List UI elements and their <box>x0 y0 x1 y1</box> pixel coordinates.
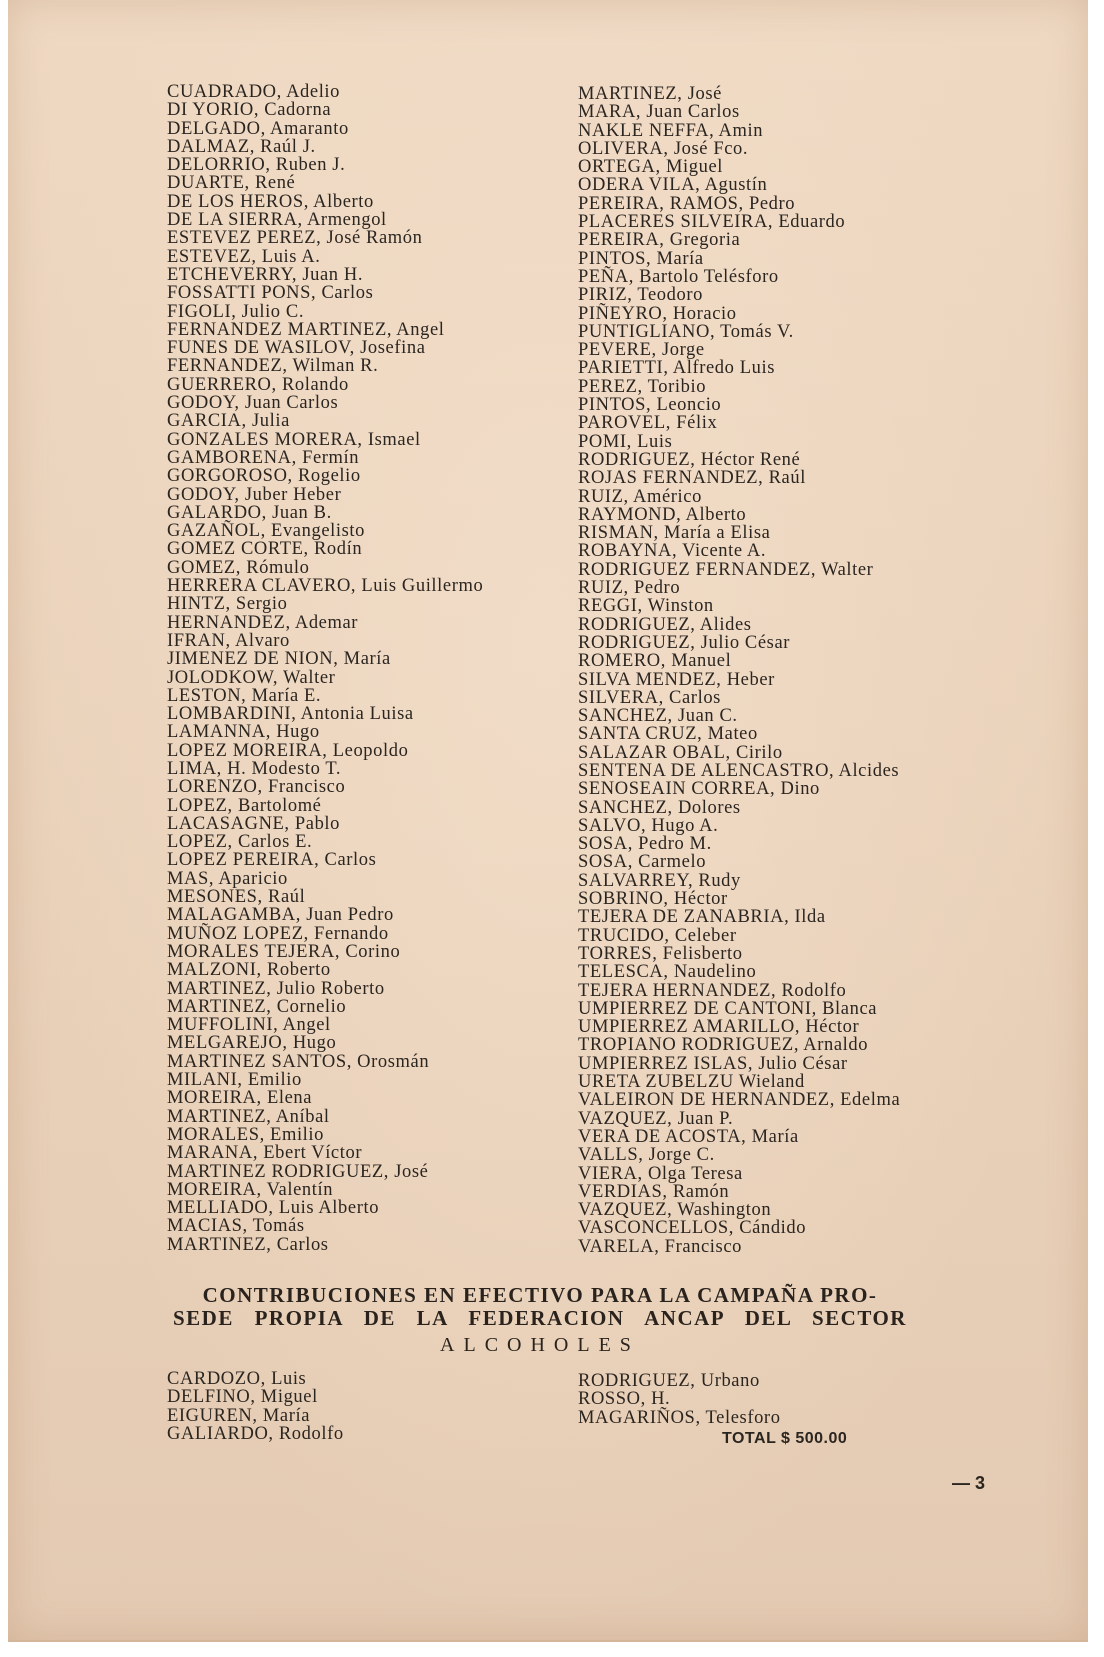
name-entry: SALVARREY, Rudy <box>578 870 741 891</box>
name-entry: VALLS, Jorge C. <box>578 1145 715 1166</box>
name-entry: FIGOLI, Julio C. <box>167 301 305 322</box>
name-entry: SALAZAR OBAL, Cirilo <box>578 742 783 763</box>
name-entry: FUNES DE WASILOV, Josefina <box>167 338 426 359</box>
name-entry: DI YORIO, Cadorna <box>167 100 332 121</box>
name-entry: RISMAN, María a Elisa <box>578 523 771 544</box>
name-entry: TELESCA, Naudelino <box>578 962 757 983</box>
page-number: — 3 <box>952 1473 986 1493</box>
name-entry: MELGAREJO, Hugo <box>167 1033 337 1054</box>
name-entry: TEJERA DE ZANABRIA, Ilda <box>578 907 826 928</box>
name-entry: PARIETTI, Alfredo Luis <box>578 358 775 379</box>
name-entry: MELLIADO, Luis Alberto <box>167 1198 380 1219</box>
contributors-list-left <box>167 1370 344 1443</box>
name-entry: GOMEZ, Rómulo <box>167 557 310 578</box>
name-entry: MOREIRA, Valentín <box>167 1179 334 1200</box>
name-entry: LIMA, H. Modesto T. <box>167 758 342 779</box>
contributor-entry: DELFINO, Miguel <box>167 1387 318 1408</box>
name-entry: TORRES, Felisberto <box>578 943 743 964</box>
name-entry: MARTINEZ, José <box>578 84 722 104</box>
name-entry: HINTZ, Sergio <box>167 594 288 615</box>
name-entry: RUIZ, Pedro <box>578 578 681 599</box>
name-entry: ROJAS FERNANDEZ, Raúl <box>578 468 806 489</box>
name-entry: SANTA CRUZ, Mateo <box>578 724 758 745</box>
name-entry: VASCONCELLOS, Cándido <box>578 1218 807 1239</box>
name-entry: MALZONI, Roberto <box>167 960 331 981</box>
name-entry: PEREZ, Toribio <box>578 376 707 397</box>
name-entry: DE LOS HEROS, Alberto <box>167 191 374 212</box>
name-entry: SANCHEZ, Juan C. <box>578 706 738 727</box>
name-entry: VAZQUEZ, Juan P. <box>578 1108 734 1129</box>
name-entry: MOREIRA, Elena <box>167 1088 313 1109</box>
name-entry: MARTINEZ, Cornelio <box>167 996 347 1017</box>
name-entry: LOPEZ PEREIRA, Carlos <box>167 850 377 871</box>
name-entry: MILANI, Emilio <box>167 1070 302 1091</box>
name-entry: ETCHEVERRY, Juan H. <box>167 264 364 285</box>
contributor-entry: EIGUREN, María <box>167 1405 311 1426</box>
name-entry: POMI, Luis <box>578 431 673 452</box>
name-entry: PEÑA, Bartolo Telésforo <box>578 266 779 287</box>
name-entry: PEREIRA, Gregoria <box>578 230 741 251</box>
name-entry: ESTEVEZ, Luis A. <box>167 246 321 267</box>
names-list-left <box>167 83 483 1254</box>
name-entry: LAMANNA, Hugo <box>167 722 320 743</box>
name-entry: JIMENEZ DE NION, María <box>167 649 391 670</box>
name-entry: MACIAS, Tomás <box>167 1216 305 1237</box>
name-entry: SENTENA DE ALENCASTRO, Alcides <box>578 760 900 781</box>
name-entry: UMPIERREZ ISLAS, Julio César <box>578 1053 848 1074</box>
name-entry: UMPIERREZ DE CANTONI, Blanca <box>578 998 878 1019</box>
name-entry: PAROVEL, Félix <box>578 413 718 434</box>
name-entry: LACASAGNE, Pablo <box>167 813 341 834</box>
name-entry: GODOY, Juan Carlos <box>167 393 339 414</box>
name-entry: SALVO, Hugo A. <box>578 815 719 836</box>
name-entry: URETA ZUBELZU Wieland <box>578 1072 805 1093</box>
name-entry: ODERA VILA, Agustín <box>578 175 768 196</box>
name-entry: REGGI, Winston <box>578 596 714 617</box>
name-entry: FERNANDEZ MARTINEZ, Angel <box>167 319 445 340</box>
name-entry: SOBRINO, Héctor <box>578 889 728 910</box>
name-entry: GOMEZ CORTE, Rodín <box>167 539 363 560</box>
contributions-total: TOTAL $ 500.00 <box>722 1430 848 1447</box>
name-entry: PIRIZ, Teodoro <box>578 285 703 306</box>
name-entry: TEJERA HERNANDEZ, Rodolfo <box>578 980 847 1001</box>
name-entry: RAYMOND, Alberto <box>578 504 747 525</box>
name-entry: VERA DE ACOSTA, María <box>578 1126 799 1147</box>
name-entry: PEVERE, Jorge <box>578 340 705 361</box>
name-entry: MARA, Juan Carlos <box>578 102 740 123</box>
name-entry: HERNANDEZ, Ademar <box>167 612 359 633</box>
name-entry: JOLODKOW, Walter <box>167 667 336 688</box>
name-entry: VERDIAS, Ramón <box>578 1181 730 1202</box>
name-entry: GODOY, Juber Heber <box>167 484 342 505</box>
name-entry: GAMBORENA, Fermín <box>167 447 360 468</box>
name-entry: GARCIA, Julia <box>167 411 290 432</box>
name-entry: UMPIERREZ AMARILLO, Héctor <box>578 1017 860 1038</box>
name-entry: SOSA, Carmelo <box>578 852 707 873</box>
name-entry: PIÑEYRO, Horacio <box>578 303 737 324</box>
name-entry: SILVERA, Carlos <box>578 687 721 708</box>
name-entry: PINTOS, María <box>578 248 704 269</box>
name-entry: PEREIRA, RAMOS, Pedro <box>578 193 796 214</box>
name-entry: FOSSATTI PONS, Carlos <box>167 283 374 304</box>
name-entry: RODRIGUEZ, Alides <box>578 614 752 635</box>
name-entry: SENOSEAIN CORREA, Dino <box>578 779 820 800</box>
name-entry: GORGOROSO, Rogelio <box>167 466 361 487</box>
name-entry: ROBAYNA, Vicente A. <box>578 541 767 562</box>
name-entry: LORENZO, Francisco <box>167 777 346 798</box>
name-entry: LOPEZ, Bartolomé <box>167 795 322 816</box>
name-entry: DALMAZ, Raúl J. <box>167 136 316 157</box>
name-entry: MUÑOZ LOPEZ, Fernando <box>167 923 389 944</box>
name-entry: MUFFOLINI, Angel <box>167 1015 331 1036</box>
name-entry: FERNANDEZ, Wilman R. <box>167 356 379 377</box>
name-entry: PUNTIGLIANO, Tomás V. <box>578 321 794 342</box>
name-entry: RODRIGUEZ FERNANDEZ, Walter <box>578 559 874 580</box>
name-entry: SILVA MENDEZ, Heber <box>578 669 775 690</box>
name-entry: DE LA SIERRA, Armengol <box>167 210 387 231</box>
contributors-list-right <box>578 1372 781 1427</box>
name-entry: IFRAN, Alvaro <box>167 630 290 651</box>
name-entry: RODRIGUEZ, Julio César <box>578 632 791 653</box>
contributor-entry: GALIARDO, Rodolfo <box>167 1423 344 1444</box>
name-entry: RUIZ, Américo <box>578 486 702 507</box>
name-entry: CUADRADO, Adelio <box>167 82 341 102</box>
sector-subheading: ALCOHOLES <box>440 1334 640 1356</box>
name-entry: GAZAÑOL, Evangelisto <box>167 521 365 542</box>
name-entry: PLACERES SILVEIRA, Eduardo <box>578 212 846 233</box>
name-entry: MESONES, Raúl <box>167 887 306 908</box>
name-entry: GUERRERO, Rolando <box>167 374 349 395</box>
name-entry: MARTINEZ, Aníbal <box>167 1106 330 1127</box>
name-entry: VALEIRON DE HERNANDEZ, Edelma <box>578 1090 901 1111</box>
name-entry: MARANA, Ebert Víctor <box>167 1143 363 1164</box>
name-entry: DUARTE, René <box>167 173 296 194</box>
name-entry: SANCHEZ, Dolores <box>578 797 741 818</box>
name-entry: VAZQUEZ, Washington <box>578 1200 772 1221</box>
contributor-entry: MAGARIÑOS, Telesforo <box>578 1407 781 1428</box>
name-entry: ROMERO, Manuel <box>578 651 732 672</box>
name-entry: GALARDO, Juan B. <box>167 502 332 523</box>
name-entry: MARTINEZ, Carlos <box>167 1234 329 1255</box>
name-entry: LESTON, María E. <box>167 685 322 706</box>
name-entry: ORTEGA, Miguel <box>578 157 723 178</box>
name-entry: DELORRIO, Ruben J. <box>167 155 346 176</box>
contributor-entry: CARDOZO, Luis <box>167 1369 307 1389</box>
name-entry: SOSA, Pedro M. <box>578 834 712 855</box>
name-entry: MALAGAMBA, Juan Pedro <box>167 905 394 926</box>
name-entry: OLIVERA, José Fco. <box>578 138 749 159</box>
name-entry: PINTOS, Leoncio <box>578 395 722 416</box>
name-entry: MARTINEZ, Julio Roberto <box>167 978 385 999</box>
name-entry: TROPIANO RODRIGUEZ, Arnaldo <box>578 1035 869 1056</box>
name-entry: DELGADO, Amaranto <box>167 118 349 139</box>
name-entry: MAS, Aparicio <box>167 868 288 889</box>
name-entry: MARTINEZ RODRIGUEZ, José <box>167 1161 429 1182</box>
name-entry: MARTINEZ SANTOS, Orosmán <box>167 1051 430 1072</box>
name-entry: ESTEVEZ PEREZ, José Ramón <box>167 228 423 249</box>
name-entry: VARELA, Francisco <box>578 1236 743 1257</box>
names-list-right <box>578 85 900 1256</box>
contributions-heading-line-2: SEDE PROPIA DE LA FEDERACION ANCAP DEL SECTOR <box>173 1306 907 1330</box>
name-entry: HERRERA CLAVERO, Luis Guillermo <box>167 576 484 597</box>
name-entry: VIERA, Olga Teresa <box>578 1163 743 1184</box>
name-entry: RODRIGUEZ, Héctor René <box>578 449 801 470</box>
contributor-entry: ROSSO, H. <box>578 1389 671 1410</box>
contributor-entry: RODRIGUEZ, Urbano <box>578 1371 760 1391</box>
name-entry: MORALES TEJERA, Corino <box>167 941 401 962</box>
contributions-heading-line-1: CONTRIBUCIONES EN EFECTIVO PARA LA CAMPAÑA PRO- <box>202 1283 878 1307</box>
name-entry: GONZALES MORERA, Ismael <box>167 429 421 450</box>
name-entry: LOPEZ MOREIRA, Leopoldo <box>167 740 409 761</box>
name-entry: NAKLE NEFFA, Amin <box>578 120 764 141</box>
name-entry: LOMBARDINI, Antonia Luisa <box>167 704 414 725</box>
name-entry: TRUCIDO, Celeber <box>578 925 737 946</box>
name-entry: LOPEZ, Carlos E. <box>167 832 313 853</box>
name-entry: MORALES, Emilio <box>167 1124 325 1145</box>
